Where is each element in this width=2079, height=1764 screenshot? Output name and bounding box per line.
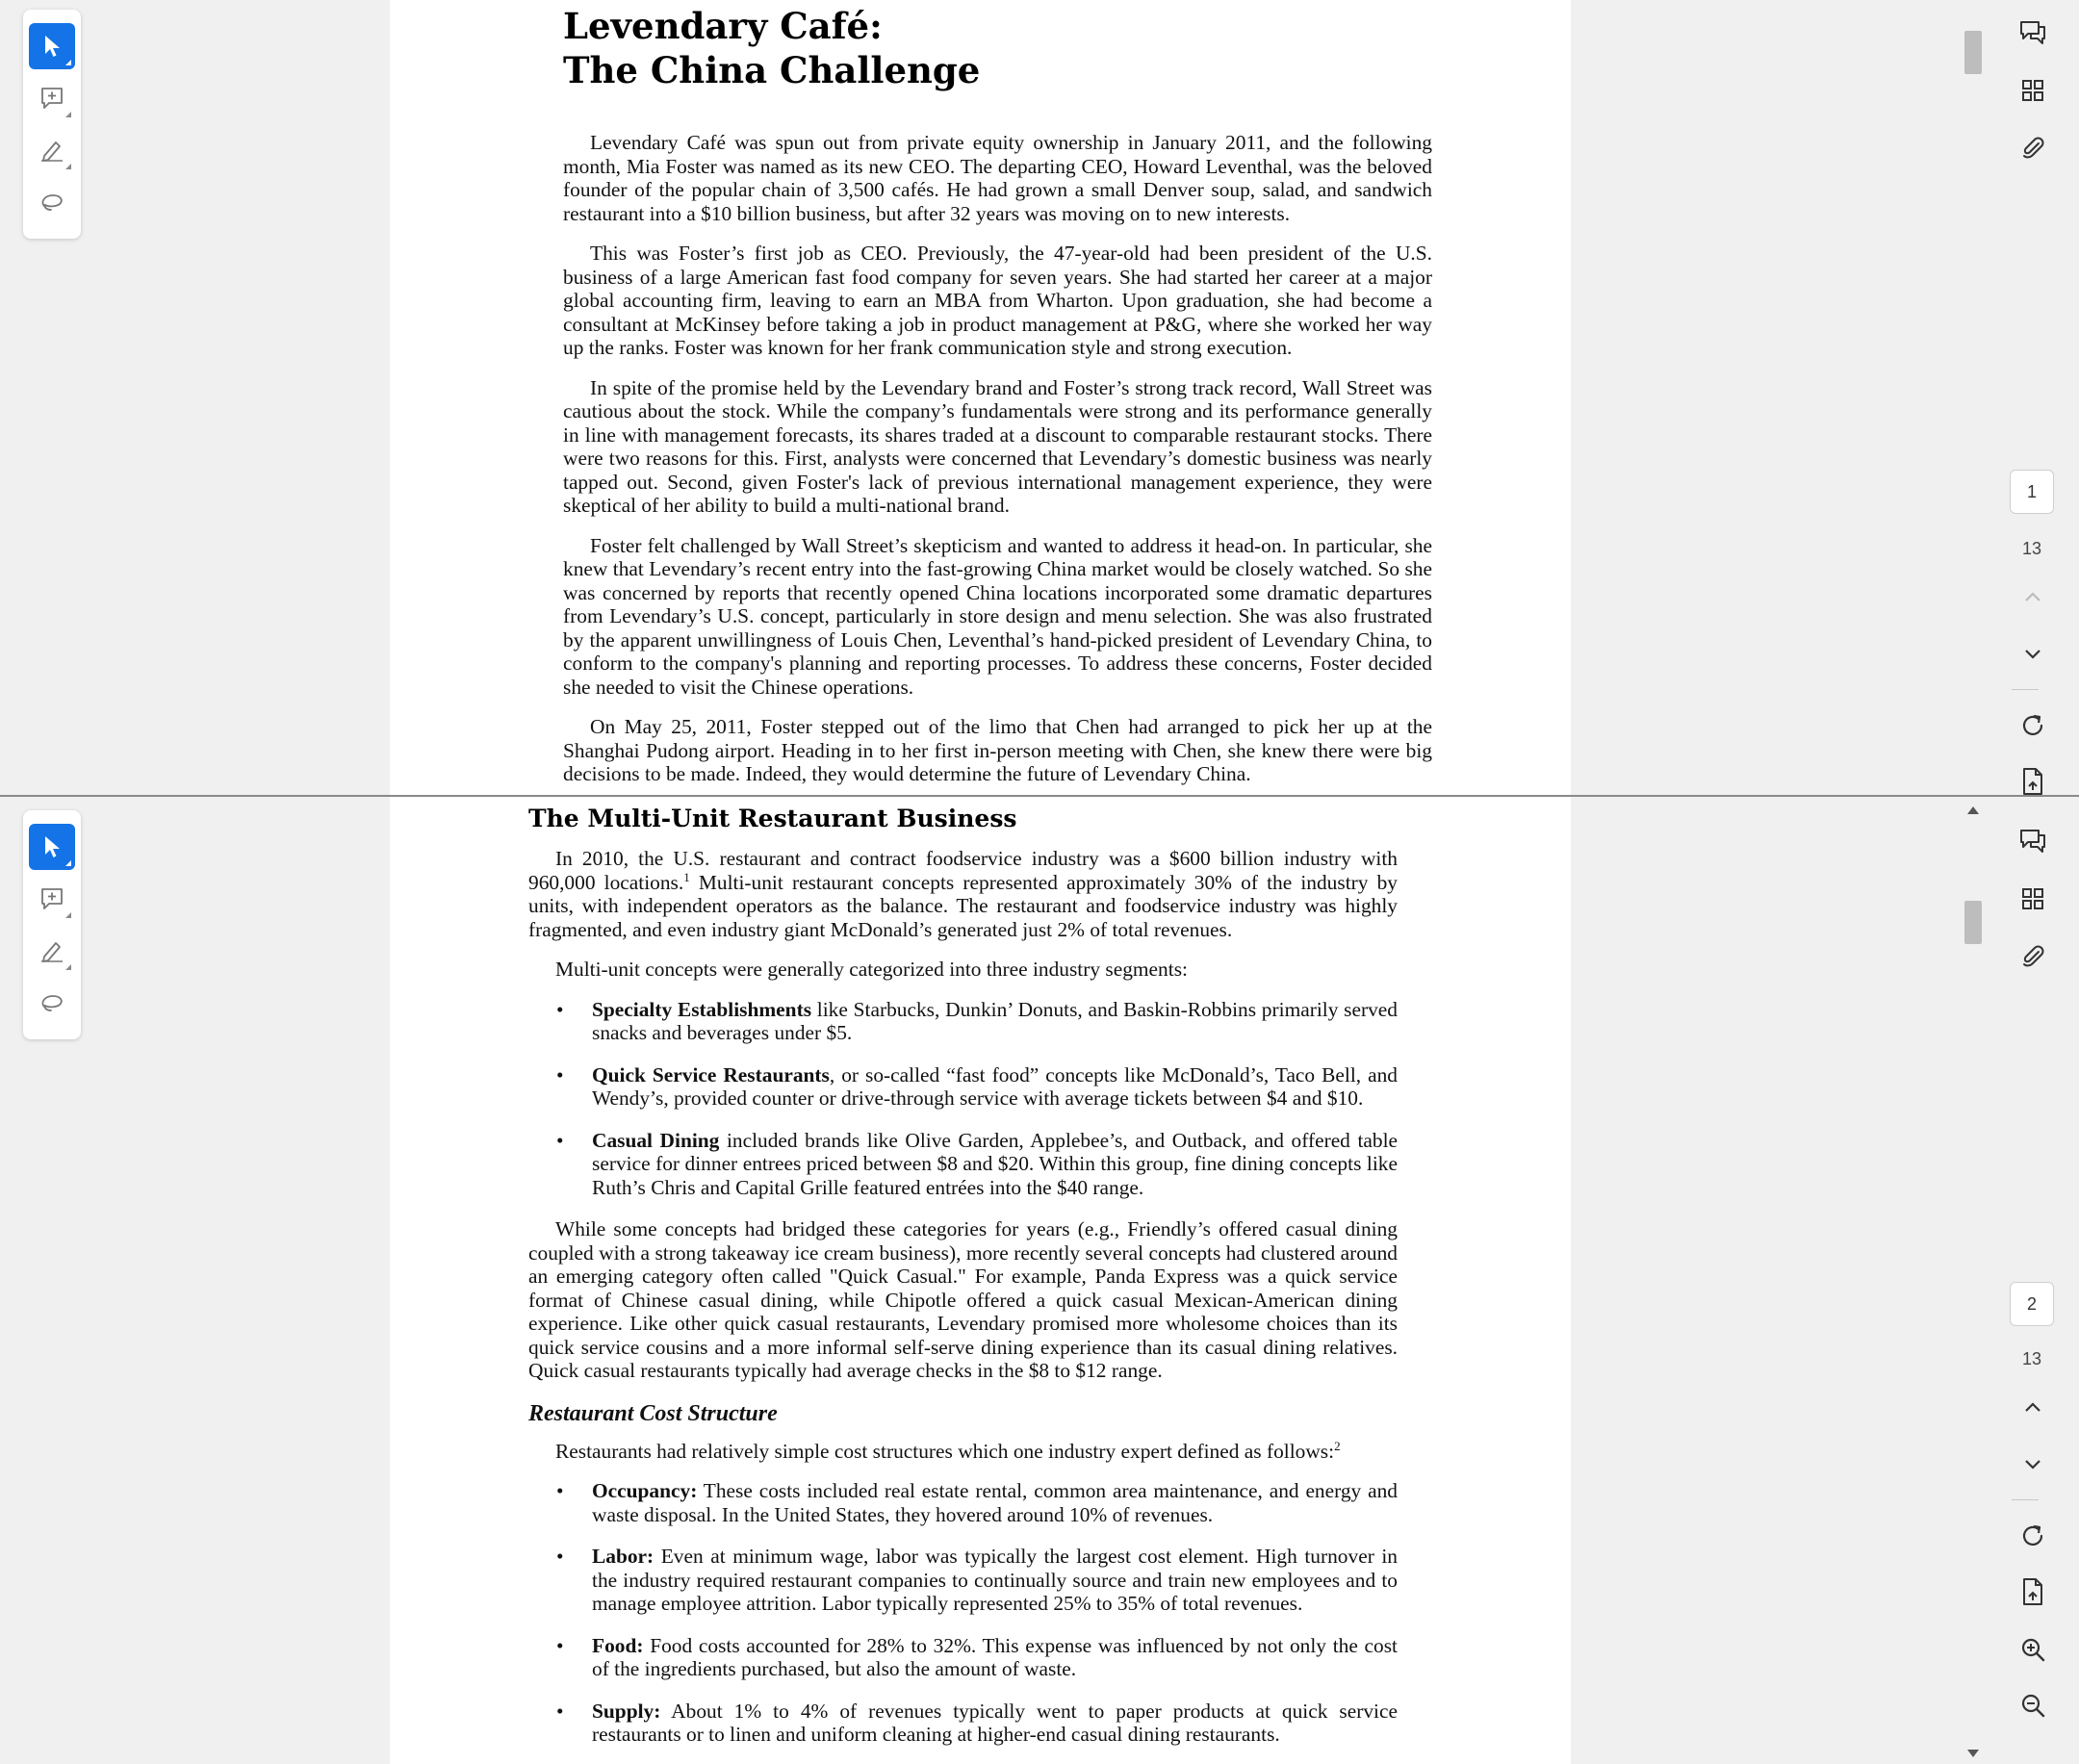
list-item: • Food: Food costs accounted for 28% to 32%. This expense was influenced by not only the cost of the ingredients purchased, but also the amount of waste. bbox=[556, 1633, 1398, 1680]
footnote-ref[interactable]: 2 bbox=[1334, 1438, 1341, 1453]
lasso-icon bbox=[38, 992, 65, 1013]
lasso-button[interactable] bbox=[29, 980, 75, 1026]
add-comment-icon bbox=[39, 886, 64, 911]
footnote-ref[interactable]: 1 bbox=[683, 869, 690, 884]
chevron-up-icon bbox=[2023, 1400, 2042, 1414]
bottom-scrollbar-thumb[interactable] bbox=[1964, 901, 1982, 944]
attachment-icon bbox=[2019, 943, 2046, 970]
title-line-1: Levendary Café: bbox=[563, 5, 883, 47]
export-file-icon bbox=[2020, 767, 2045, 795]
document-title bbox=[563, 4, 1432, 92]
select-tool-button[interactable] bbox=[29, 23, 75, 69]
rotate-button[interactable] bbox=[2012, 1515, 2054, 1557]
add-comment-button[interactable] bbox=[29, 75, 75, 121]
attachments-button[interactable] bbox=[2012, 127, 2054, 169]
subheading: Restaurant Cost Structure bbox=[528, 1400, 778, 1426]
previous-page-button[interactable] bbox=[2012, 575, 2054, 618]
lasso-button[interactable] bbox=[29, 179, 75, 225]
list-item: • Quick Service Restaurants, or so-called “fast food” concepts like McDonald’s, Taco Bell, and Wendy’s, provided counter or drive-through service with average tickets between $4 and $10. bbox=[556, 1062, 1398, 1110]
export-button[interactable] bbox=[2012, 760, 2054, 795]
zoom-out-icon bbox=[2019, 1692, 2046, 1719]
right-rail bbox=[1987, 797, 2079, 1764]
select-cursor-icon bbox=[41, 34, 63, 59]
previous-page-button[interactable] bbox=[2012, 1386, 2054, 1428]
segments-list bbox=[528, 998, 1398, 1200]
draw-pen-icon bbox=[38, 138, 65, 163]
zoom-in-button[interactable] bbox=[2012, 1628, 2054, 1671]
draw-button[interactable] bbox=[29, 127, 75, 173]
list-item: • Occupancy: These costs included real estate rental, common area maintenance, and energy and waste disposal. In the United States, they hovered around 10% of revenues. bbox=[556, 1479, 1398, 1526]
comments-button[interactable] bbox=[2012, 820, 2054, 862]
rotate-icon bbox=[2019, 712, 2046, 739]
chevron-down-icon bbox=[2023, 648, 2042, 661]
total-pages: 13 bbox=[2021, 1349, 2042, 1368]
paragraph: In 2010, the U.S. restaurant and contract foodservice industry was a $600 billion industry with 960,000 locations.$^1$ Multi-unit restaurant concepts represented approximately 30% of the industry by units, with independent operators as the balance. The restaurant and foodservice industry was highly fragmented, and even industry giant McDonald’s generated just 2% of total revenues. bbox=[528, 847, 1398, 941]
select-cursor-icon bbox=[41, 834, 63, 859]
next-page-button[interactable] bbox=[2012, 1444, 2054, 1486]
list-item: • Supply: About 1% to 4% of revenues typically went to paper products at quick service restaurants or to linen and uniform cleaning at higher-end casual dining restaurants. bbox=[556, 1699, 1398, 1746]
cost-list bbox=[528, 1479, 1398, 1747]
list-item: • Labor: Even at minimum wage, labor was typically the largest cost element. High turnover in the industry required restaurant companies to continually source and train new employees and to manage employee attrition. Labor typically represented 25% to 35% of total revenues. bbox=[556, 1545, 1398, 1615]
left-tool-bar bbox=[23, 10, 81, 239]
paragraph: Levendary Café was spun out from private equity ownership in January 2011, and the following month, Mia Foster was named as its new CEO. The departing CEO, Howard Leventhal, was the beloved founder of the popular chain of 3,500 cafés. He had grown a small Denver soup, salad, and sandwich restaurant into a $10 billion business, but after 32 years was moving on to new interests. bbox=[563, 131, 1432, 225]
bottom-view-pane bbox=[0, 797, 2079, 1764]
chevron-down-icon bbox=[2023, 1458, 2042, 1471]
paragraph: Foster felt challenged by Wall Street’s skepticism and wanted to address it head-on. In particular, she knew that Levendary’s recent entry into the fast-growing China market would be closely watched. So she was concerned by reports that recently opened China locations incorporated some dramatic departures from Levendary’s U.S. concept, particularly in store design and menu selection. She was also frustrated by the apparent unwillingness of Louis Chen, Leventhal’s hand-picked president of Levendary China, to conform to the company's planning and reporting processes. To address these concerns, Foster decided she needed to visit the Chinese operations. bbox=[563, 533, 1432, 699]
paragraph: In spite of the promise held by the Levendary brand and Foster’s strong track record, Wall Street was cautious about the stock. While the company’s fundamentals were strong and its performance generally in line with management forecasts, its shares traded at a discount to comparable restaurant stocks. There were two reasons for this. First, analysts were concerned that Levendary’s domestic business was nearly tapped out. Second, given Foster's lack of previous international management experience, they were skeptical of her ability to build a multi-national brand. bbox=[563, 375, 1432, 517]
rail-divider bbox=[2012, 689, 2039, 690]
draw-button[interactable] bbox=[29, 928, 75, 974]
total-pages: 13 bbox=[2021, 539, 2042, 558]
comments-icon bbox=[2018, 827, 2047, 856]
rotate-button[interactable] bbox=[2012, 704, 2054, 747]
page-number-box[interactable]: 1 bbox=[2010, 470, 2054, 514]
export-button[interactable] bbox=[2012, 1571, 2054, 1613]
right-rail bbox=[1987, 0, 2079, 795]
section-heading: The Multi-Unit Restaurant Business bbox=[528, 805, 1017, 832]
add-comment-button[interactable] bbox=[29, 876, 75, 922]
rotate-icon bbox=[2019, 1522, 2046, 1549]
thumbnails-button[interactable] bbox=[2012, 69, 2054, 112]
thumbnails-button[interactable] bbox=[2012, 878, 2054, 920]
comments-button[interactable] bbox=[2012, 12, 2054, 54]
chevron-up-icon bbox=[2023, 590, 2042, 603]
page-1-content bbox=[563, 0, 1432, 795]
select-tool-button[interactable] bbox=[29, 824, 75, 870]
next-page-button[interactable] bbox=[2012, 633, 2054, 676]
top-scrollbar-thumb[interactable] bbox=[1964, 31, 1982, 74]
add-comment-icon bbox=[39, 86, 64, 111]
title-line-2: The China Challenge bbox=[563, 49, 981, 91]
zoom-out-button[interactable] bbox=[2012, 1684, 2054, 1726]
zoom-in-icon bbox=[2019, 1636, 2046, 1663]
paragraph: While some concepts had bridged these categories for years (e.g., Friendly’s offered casual dining coupled with a strong takeaway ice cream business), more recently several concepts had clustered around an emerging category often called "Quick Casual." For example, Panda Express was a quick service format of Chinese casual dining, while Chipotle offered a quick casual Mexican-American dining experience. Like other quick casual restaurants, Levendary promised more wholesome choices than its quick service cousins and a more informal self-serve dining experience than its casual dining relatives. Quick casual restaurants typically had average checks in the $8 to $12 range. bbox=[528, 1217, 1398, 1382]
lasso-icon bbox=[38, 192, 65, 213]
rail-divider bbox=[2012, 1499, 2039, 1500]
attachments-button[interactable] bbox=[2012, 935, 2054, 978]
scroll-down-arrow[interactable] bbox=[1967, 1750, 1979, 1757]
paragraph: Restaurants had relatively simple cost structures which one industry expert defined as follows:$^2$ bbox=[555, 1438, 1341, 1463]
list-item: • Specialty Establishments like Starbucks, Dunkin’ Donuts, and Baskin-Robbins primarily served snacks and beverages under $5. bbox=[556, 997, 1398, 1044]
scroll-up-arrow[interactable] bbox=[1967, 806, 1979, 814]
list-item: • Casual Dining included brands like Olive Garden, Applebee’s, and Outback, and offered table service for dinner entrees priced between $8 and $20. Within this group, fine dining concepts like Ruth’s Chris and Capital Grille featured entrées into the $40 range. bbox=[556, 1128, 1399, 1199]
paragraph: On May 25, 2011, Foster stepped out of the limo that Chen had arranged to pick her up at the Shanghai Pudong airport. Heading in to her first in-person meeting with Chen, she knew there were big decisions to be made. Indeed, they would determine the future of Levendary China. bbox=[563, 715, 1432, 785]
top-scrollbar[interactable] bbox=[1962, 0, 1985, 795]
comments-icon bbox=[2018, 18, 2047, 47]
paragraph: This was Foster’s first job as CEO. Previously, the 47-year-old had been president of the U.S. business of a large American fast food company for seven years. She had started her career at a major global accounting firm, leaving to earn an MBA from Wharton. Upon graduation, she had become a consultant at McKinsey before taking a job in product management at P&G, where she worked her way up the ranks. Foster was known for her frank communication style and strong execution. bbox=[563, 242, 1432, 359]
top-view-pane bbox=[0, 0, 2079, 795]
page-2-content bbox=[528, 797, 1398, 1764]
draw-pen-icon bbox=[38, 938, 65, 963]
page-number-box[interactable]: 2 bbox=[2010, 1282, 2054, 1326]
export-file-icon bbox=[2020, 1577, 2045, 1606]
thumbnails-grid-icon bbox=[2021, 887, 2044, 910]
paragraph: Multi-unit concepts were generally categorized into three industry segments: bbox=[555, 958, 1188, 981]
thumbnails-grid-icon bbox=[2021, 79, 2044, 102]
left-tool-bar bbox=[23, 810, 81, 1039]
attachment-icon bbox=[2019, 135, 2046, 162]
